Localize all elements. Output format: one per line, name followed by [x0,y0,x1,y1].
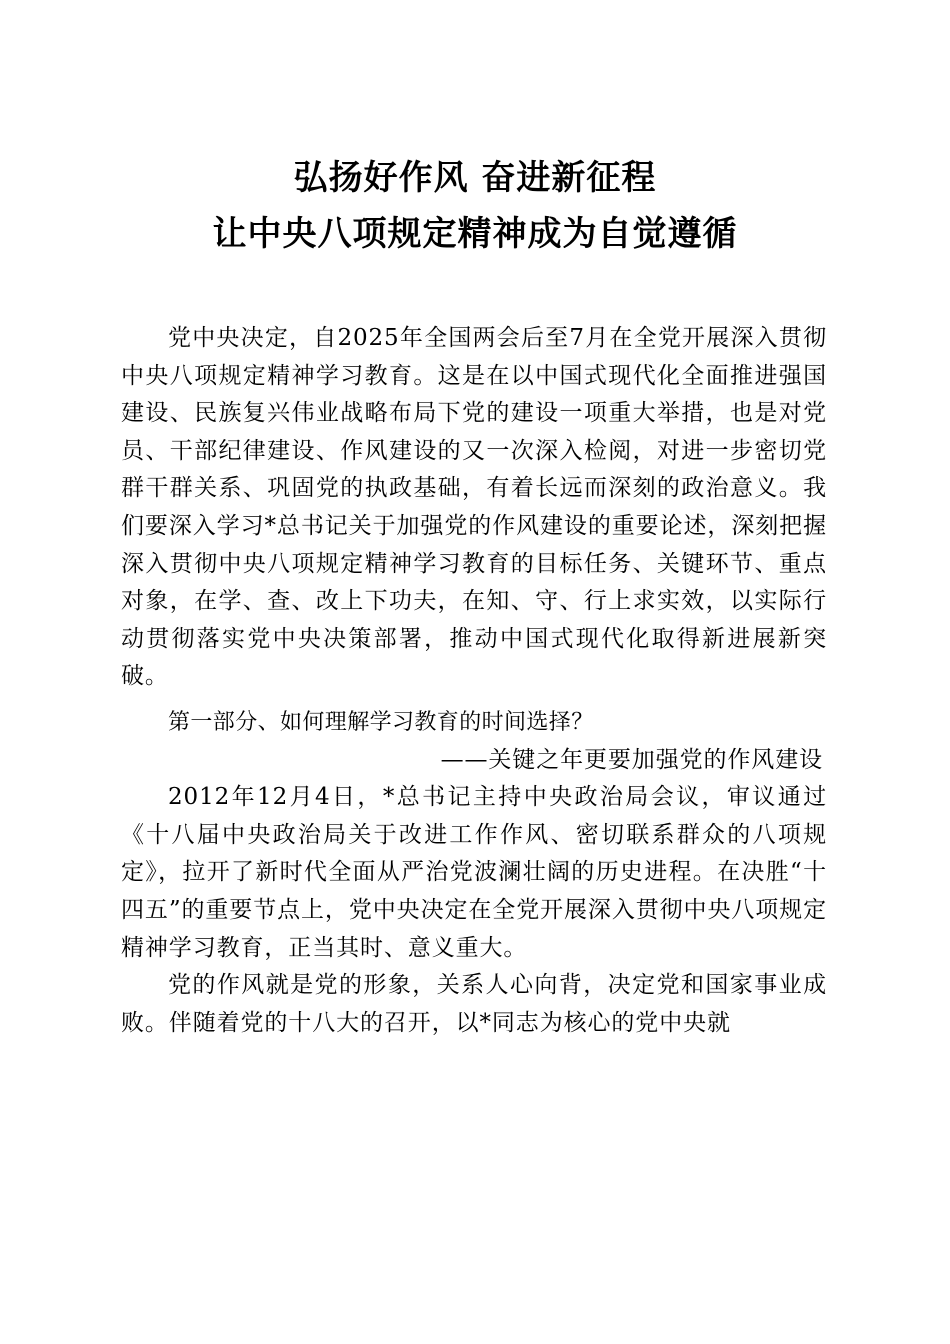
intro-paragraph: 党中央决定，自2025年全国两会后至7月在全党开展深入贯彻中央八项规定精神学习教育。这是在以中国式现代化全面推进强国建设、民族复兴伟业战略布局下党的建设一项重大举措，也是对党员、干部纪律建设、作风建设的又一次深入检阅，对进一步密切党群干群关系、巩固党的执政基础，有着长远而深刻的政治意义。我们要深入学习*总书记关于加强党的作风建设的重要论述，深刻把握深入贯彻中央八项规定精神学习教育的目标任务、关键环节、重点对象，在学、查、改上下功夫，在知、守、行上求实效，以实际行动贯彻落实党中央决策部署，推动中国式现代化取得新进展新突破。 [121,325,827,690]
document-body [121,320,827,1042]
title-line-2: 让中央八项规定精神成为自觉遵循 [212,214,738,254]
title-line-1: 弘扬好作风 奋进新征程 [293,158,657,198]
section-subheading: ——关键之年更要加强党的作风建设 [440,746,823,773]
body-paragraph-2: 2012年12月4日，*总书记主持中央政治局会议，审议通过《十八届中央政治局关于改进工作作风、密切联系群众的八项规定》，拉开了新时代全面从严治党波澜壮阔的历史进程。在决胜“十四五”的重要节点上，党中央决定在全党开展深入贯彻中央八项规定精神学习教育，正当其时、意义重大。 [121,784,827,961]
section-heading: 第一部分、如何理解学习教育的时间选择？ [168,709,594,735]
body-paragraph-3: 党的作风就是党的形象，关系人心向背，决定党和国家事业成败。伴随着党的十八大的召开，以*同志为核心的党中央就 [121,972,827,1036]
document-title [0,150,950,262]
